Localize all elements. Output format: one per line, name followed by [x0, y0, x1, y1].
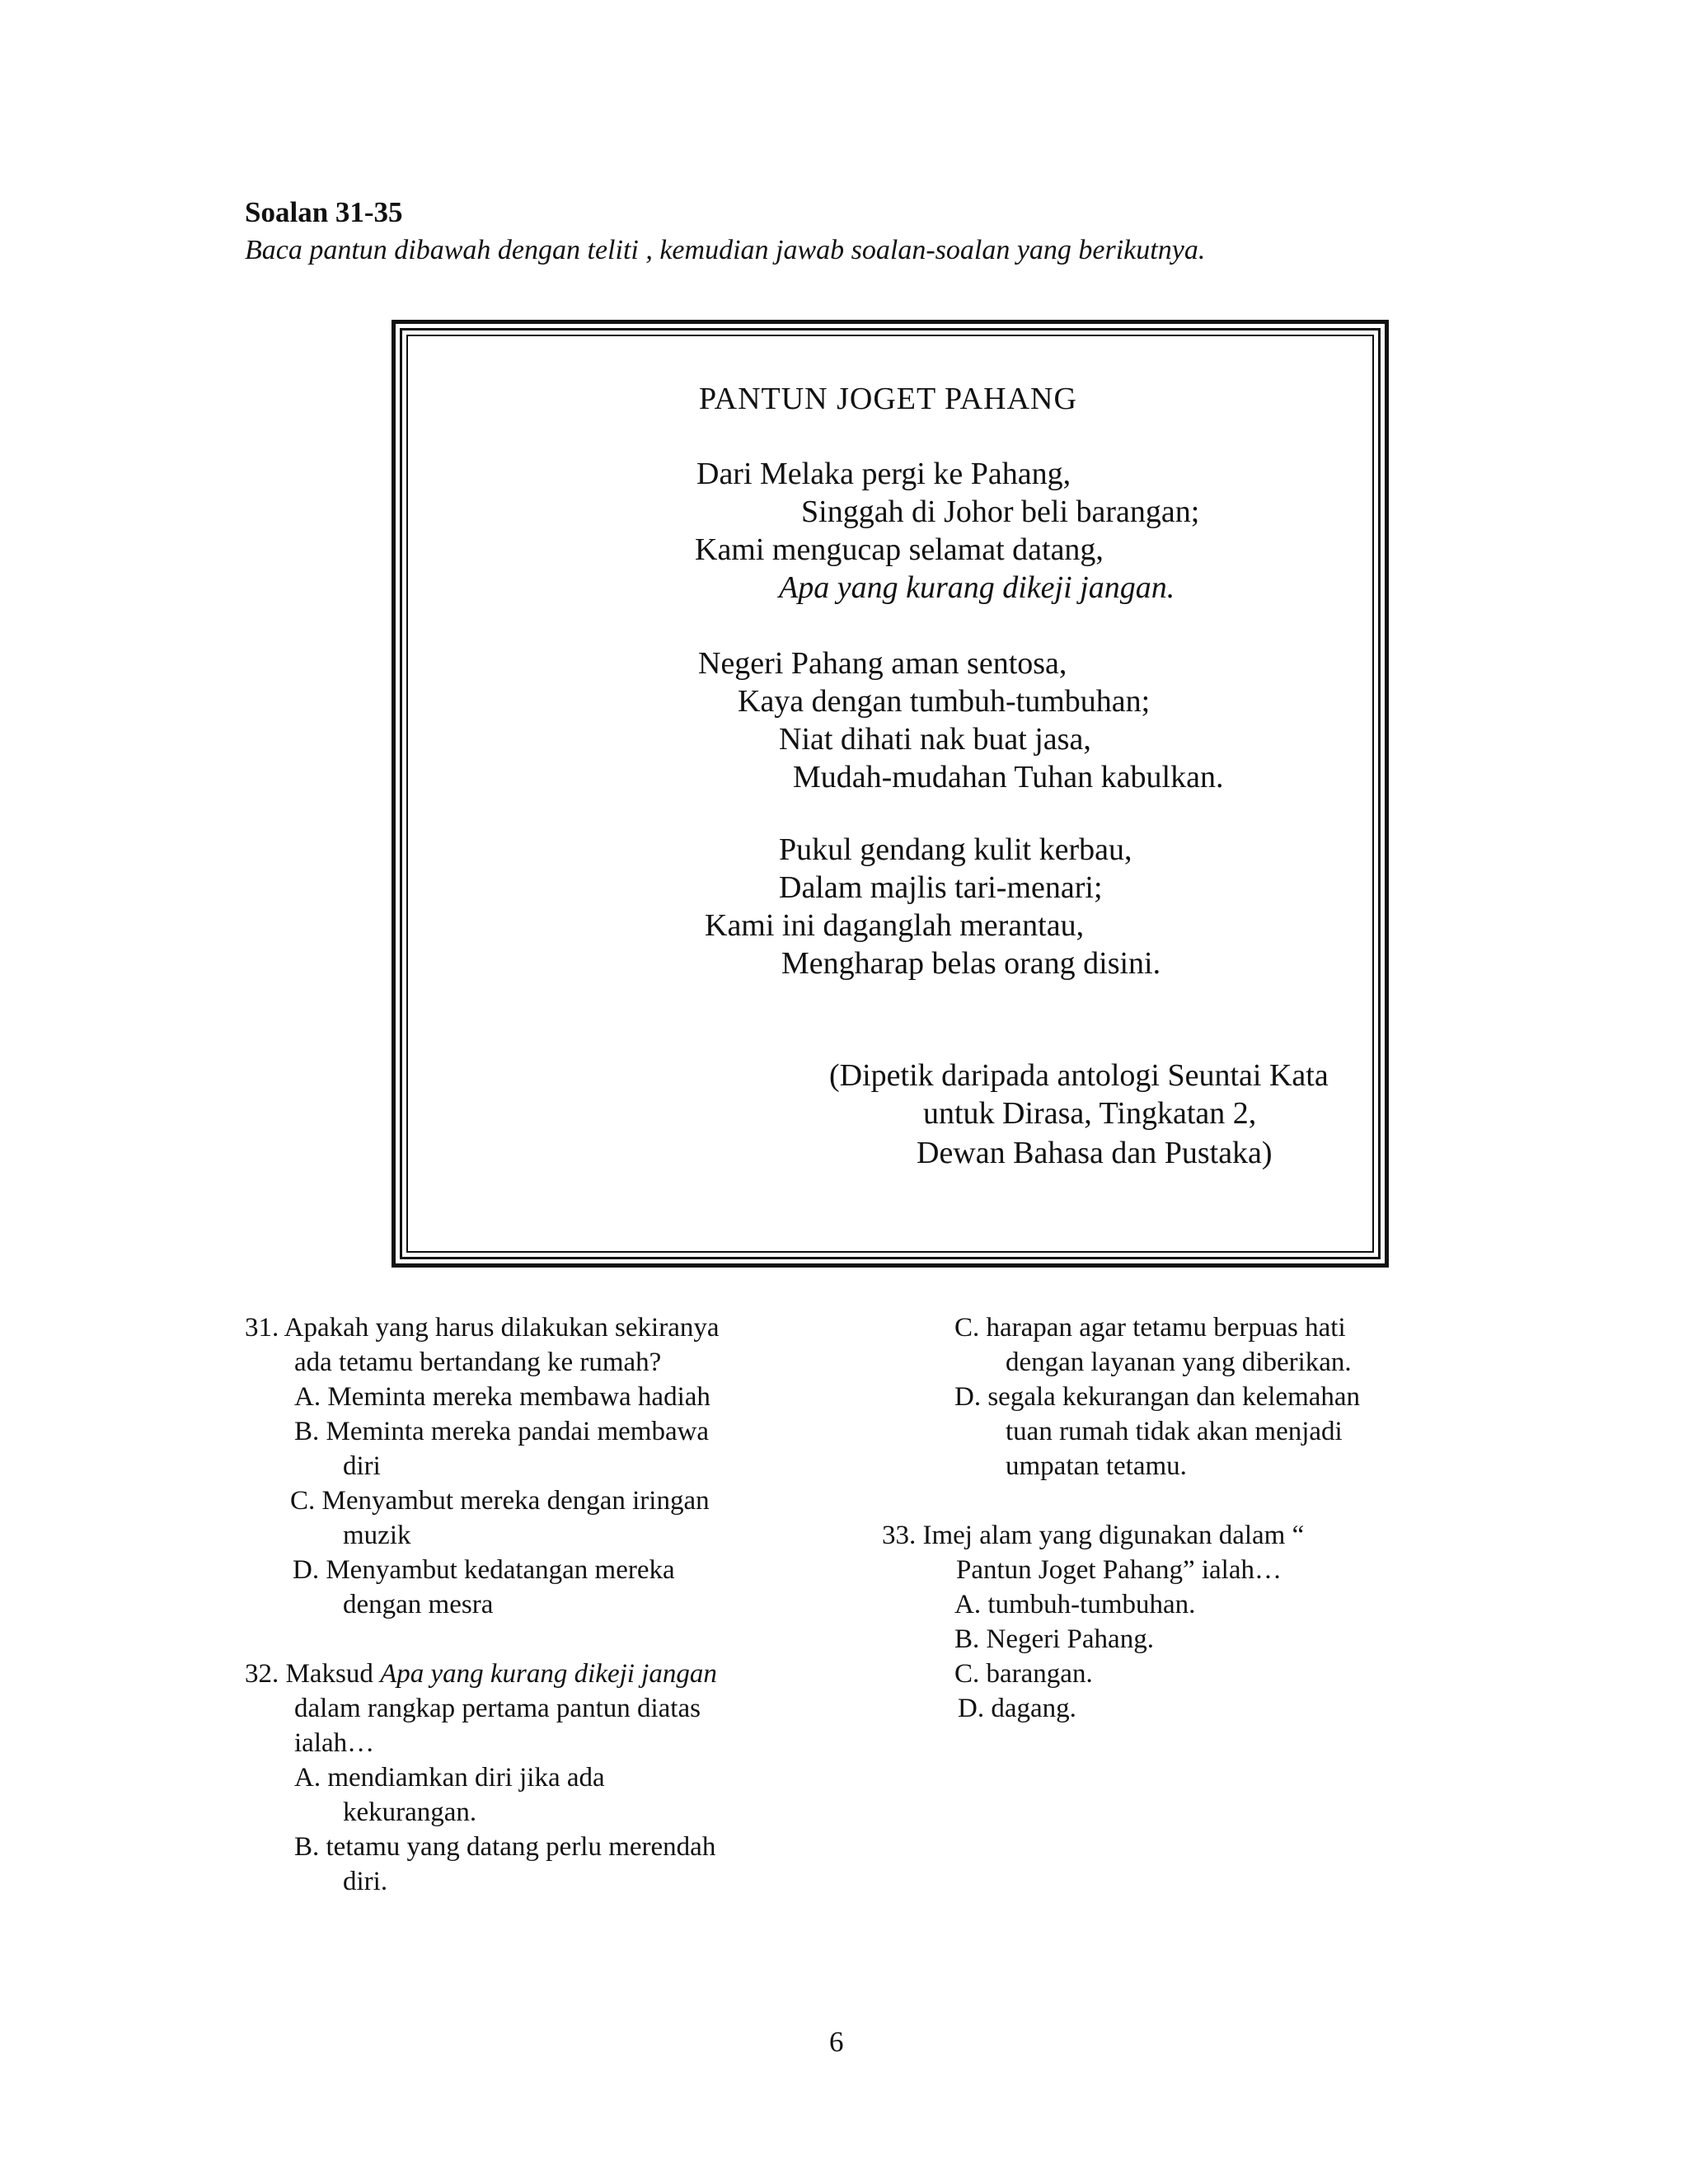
option-a: A. mendiamkan diri jika ada — [294, 1763, 605, 1793]
option-b: B. Meminta mereka pandai membawa — [294, 1417, 710, 1446]
option-c: C. Menyambut mereka dengan iringan — [290, 1486, 710, 1516]
quoted-line: Apa yang kurang dikeji jangan — [380, 1659, 717, 1689]
question-text: dalam rangkap pertama pantun diatas — [294, 1694, 701, 1723]
option-b: diri. — [343, 1867, 388, 1896]
poem-line: Negeri Pahang aman sentosa, — [698, 646, 1067, 681]
poem-line: Dari Melaka pergi ke Pahang, — [696, 457, 1071, 491]
poem-source: untuk Dirasa, Tingkatan 2, — [923, 1096, 1257, 1131]
option-d: D. segala kekurangan dan kelemahan — [954, 1382, 1361, 1412]
option-b: B. tetamu yang datang perlu merendah — [294, 1832, 716, 1862]
poem-line: Dalam majlis tari-menari; — [779, 870, 1103, 905]
poem-line: Pukul gendang kulit kerbau, — [779, 832, 1132, 867]
poem-title: PANTUN JOGET PAHANG — [699, 382, 1077, 416]
poem-line: Apa yang kurang dikeji jangan. — [779, 570, 1175, 605]
poem-source: (Dipetik daripada antologi Seuntai Kata — [829, 1058, 1329, 1093]
option-a: A. Meminta mereka membawa hadiah — [294, 1382, 710, 1412]
option-d: dengan mesra — [343, 1590, 494, 1619]
option-a: kekurangan. — [343, 1797, 477, 1827]
section-heading: Soalan 31-35 — [245, 196, 403, 228]
instruction-text: Baca pantun dibawah dengan teliti , kemudian jawab soalan-soalan yang berikutnya. — [245, 235, 1206, 265]
poem-line: Kami ini daganglah merantau, — [705, 908, 1085, 943]
option-d: tuan rumah tidak akan menjadi — [1006, 1417, 1343, 1446]
poem-source: Dewan Bahasa dan Pustaka) — [917, 1136, 1273, 1170]
option-a: A. tumbuh-tumbuhan. — [954, 1590, 1196, 1619]
poem-line: Niat dihati nak buat jasa, — [779, 722, 1091, 757]
option-d: umpatan tetamu. — [1006, 1451, 1187, 1481]
option-c: C. harapan agar tetamu berpuas hati — [954, 1313, 1346, 1343]
poem-line: Mudah-mudahan Tuhan kabulkan. — [793, 760, 1224, 794]
question-prefix: 32. Maksud — [245, 1659, 381, 1689]
option-b: B. Negeri Pahang. — [954, 1624, 1154, 1654]
option-c: muzik — [343, 1521, 411, 1550]
poem-line: Kami mengucap selamat datang, — [695, 532, 1104, 567]
question-text: ada tetamu bertandang ke rumah? — [294, 1347, 662, 1377]
question-text: ialah… — [294, 1728, 375, 1758]
question-text — [245, 1657, 717, 1691]
option-c: C. barangan. — [954, 1659, 1093, 1689]
page-number: 6 — [829, 2026, 844, 2058]
option-c: dengan layanan yang diberikan. — [1006, 1347, 1352, 1377]
poem-line: Singgah di Johor beli barangan; — [801, 494, 1200, 529]
option-d: D. dagang. — [958, 1694, 1076, 1723]
option-d: D. Menyambut kedatangan mereka — [293, 1555, 675, 1585]
question-text: 33. Imej alam yang digunakan dalam “ — [882, 1521, 1305, 1550]
question-text: Pantun Joget Pahang” ialah… — [956, 1555, 1282, 1585]
poem-line: Kaya dengan tumbuh-tumbuhan; — [738, 684, 1151, 719]
option-b: diri — [343, 1451, 381, 1481]
question-text: 31. Apakah yang harus dilakukan sekiranya — [245, 1313, 720, 1343]
poem-line: Mengharap belas orang disini. — [781, 946, 1161, 981]
